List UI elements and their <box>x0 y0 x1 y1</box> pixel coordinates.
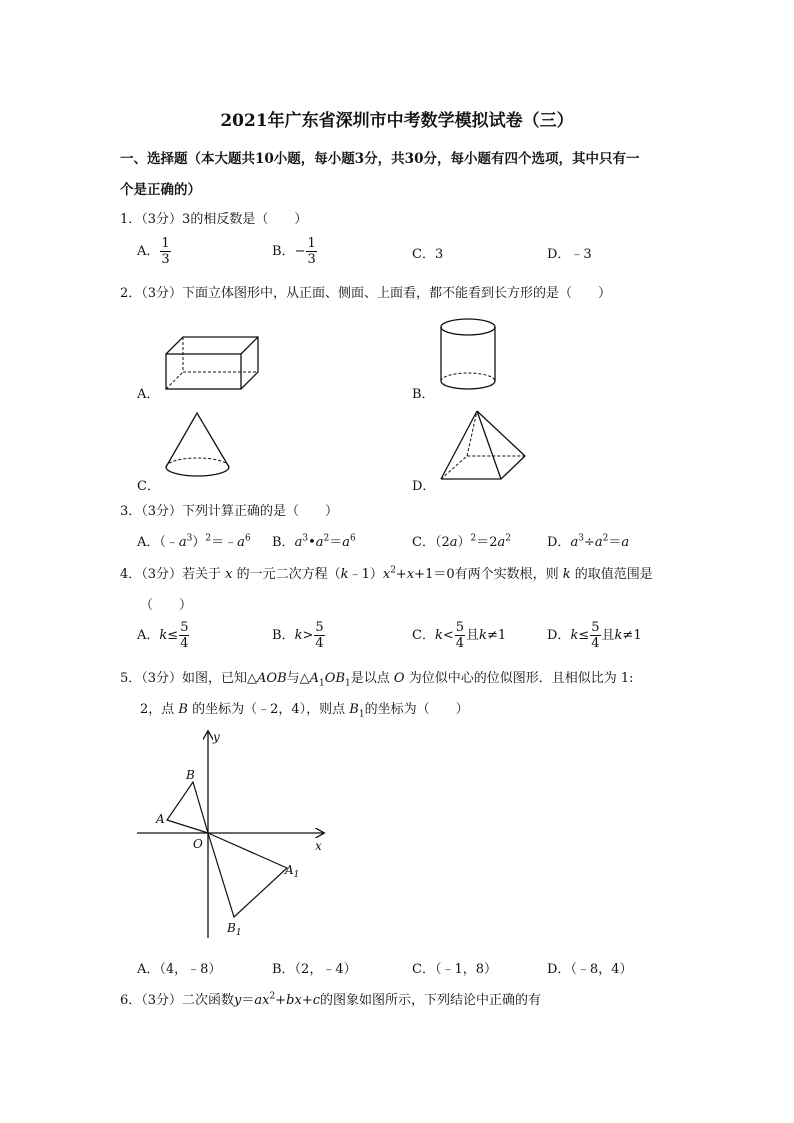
cuboid-figure <box>165 334 255 394</box>
page-title: 2021年广东省深圳市中考数学模拟试卷（三） <box>220 111 574 131</box>
q5-stem-line1: 5．（3分）如图，已知△AOB与$\triangle A_1OB_1$是以点 O 为位似中心的位似图形．且相似比为 1: <box>120 671 634 689</box>
point-b1-label: $B_1$ <box>227 921 242 938</box>
q1-b-fraction: $\frac{1}{3}$ <box>307 236 316 267</box>
q4-option-a[interactable]: A．k≤ $\frac{5}{4}$ <box>137 620 189 651</box>
section-heading-line1: 一、选择题（本大题共10小题，每小题3分，共30分，每小题有四个选项，其中只有一 <box>120 151 640 167</box>
q6-stem: 6．（3分）二次函数$y=ax^2+bx+c$的图象如图所示，下列结论中正确的有 <box>120 991 542 1008</box>
point-a1-label: $A_1$ <box>285 863 300 880</box>
section-heading-line2: 个是正确的） <box>120 182 201 198</box>
q1-option-a[interactable]: A． $\frac{1}{3}$ <box>137 236 170 267</box>
cone-figure <box>165 412 235 482</box>
point-a-label: A <box>156 812 165 826</box>
q5-option-c[interactable]: C．（﹣1，8） <box>412 962 497 977</box>
q4-option-c[interactable]: C．k< $\frac{5}{4}$ 且k≠1 <box>412 620 507 651</box>
y-label: y <box>213 730 220 744</box>
q1-option-d[interactable]: D．﹣3 <box>547 247 592 262</box>
q5-option-a[interactable]: A．（4，﹣8） <box>137 962 222 977</box>
q2-option-a[interactable]: A． <box>137 387 160 402</box>
q1-option-b[interactable]: B．− $\frac{1}{3}$ <box>272 236 316 267</box>
cylinder-figure <box>440 318 500 393</box>
q5-option-d[interactable]: D．（﹣8，4） <box>547 962 633 977</box>
q1-stem: 1．（3分）3的相反数是（ ） <box>120 212 308 227</box>
origin-label: O <box>193 837 203 851</box>
coordinate-figure <box>135 728 335 943</box>
q2-stem: 2．（3分）下面立体图形中，从正面、侧面、上面看，都不能看到长方形的是（ ） <box>120 286 612 301</box>
triangle-aob <box>167 782 208 833</box>
q5-option-b[interactable]: B．（2，﹣4） <box>272 962 357 977</box>
q3-stem: 3．（3分）下列计算正确的是（ ） <box>120 504 339 519</box>
point-b-label: B <box>186 768 195 782</box>
q4-stem: 4．（3分）若关于 x 的一元二次方程$(k﹣1)x^2+x+1=0$有两个实数根，则 k 的取值范围是 <box>120 565 653 582</box>
q3-option-a[interactable]: A．$(﹣a^3)^2=﹣a^6$ <box>137 533 251 550</box>
q4-option-d[interactable]: D．k≤ $\frac{5}{4}$ 且k≠1 <box>547 620 642 651</box>
triangle-a1ob1 <box>208 833 287 917</box>
q2-option-b[interactable]: B． <box>412 387 435 402</box>
q3-option-c[interactable]: C．$(2a)^2=2a^2$ <box>412 533 512 550</box>
q2-option-c[interactable]: C． <box>137 479 160 494</box>
q1-a-fraction: $\frac{1}{3}$ <box>161 236 170 267</box>
q5-stem-line2: 2，点 B 的坐标为（﹣2，4），则点 $B_1$的坐标为（ ） <box>140 702 469 720</box>
pyramid-figure <box>440 410 530 485</box>
q4-paren: （ ） <box>140 598 193 613</box>
q1-option-c[interactable]: C．3 <box>412 247 444 262</box>
q4-option-b[interactable]: B．k> $\frac{5}{4}$ <box>272 620 324 651</box>
q3-option-d[interactable]: D．$a^3\div a^2=a$ <box>547 533 630 550</box>
x-label: x <box>315 839 322 853</box>
q2-option-d[interactable]: D． <box>412 479 436 494</box>
q3-option-b[interactable]: B．$a^3•a^2=a^6$ <box>272 533 356 550</box>
